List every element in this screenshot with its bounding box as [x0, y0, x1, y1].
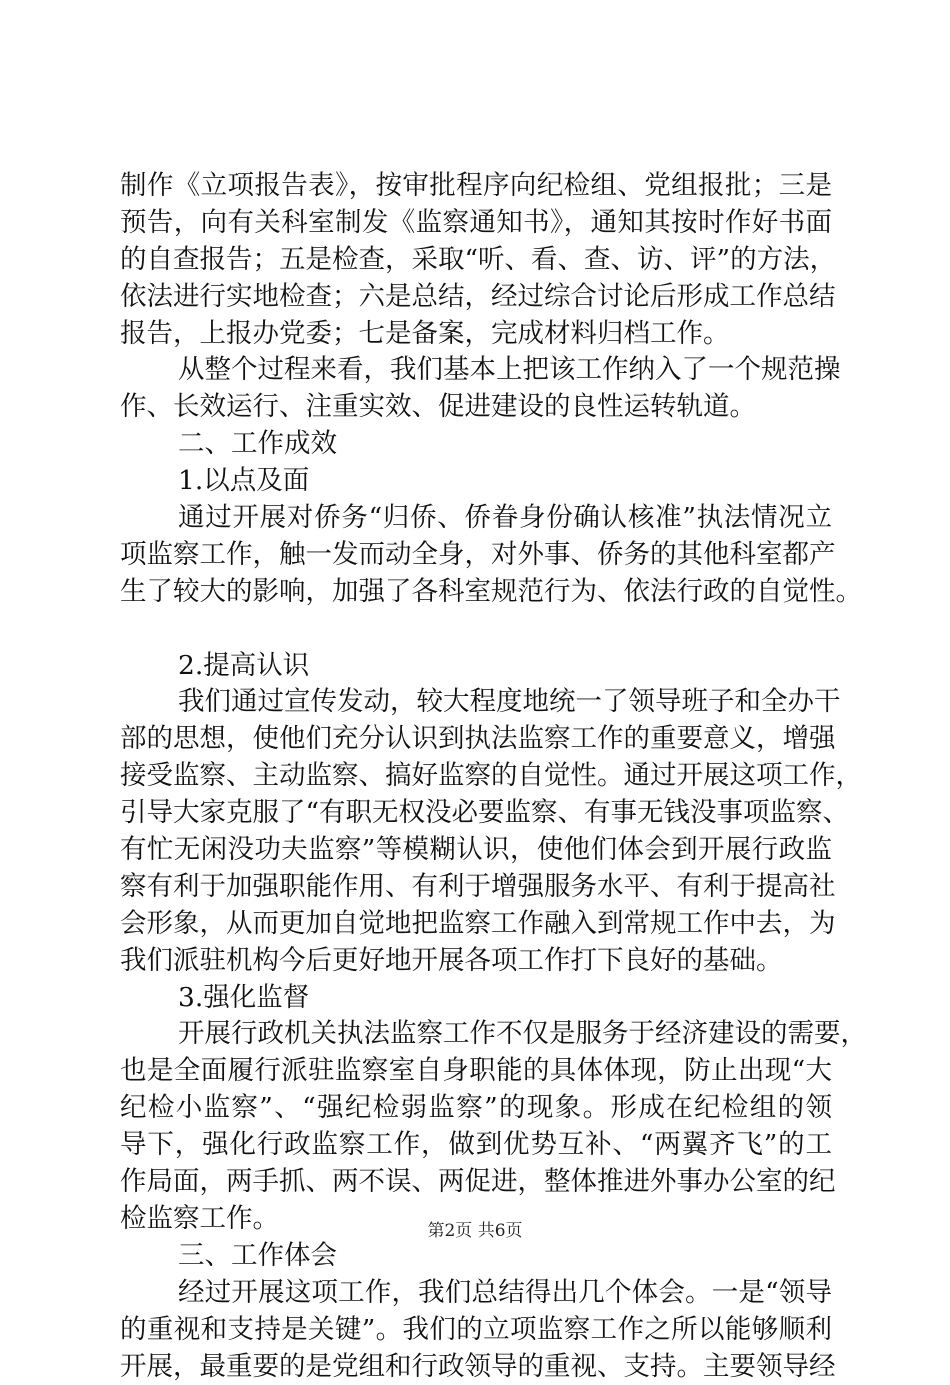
text-line: 2.提高认识: [120, 648, 832, 685]
text-line: 引导大家克服了“有职无权没必要监察、有事无钱没事项监察、: [120, 795, 832, 832]
blank-line: [120, 611, 832, 648]
text-line: 项监察工作，触一发而动全身，对外事、侨务的其他科室都产: [120, 537, 832, 574]
text-line: 制作《立项报告表》，按审批程序向纪检组、党组报批；三是: [120, 168, 832, 205]
text-line: 部的思想，使他们充分认识到执法监察工作的重要意义，增强: [120, 721, 832, 758]
text-line: 依法进行实地检查；六是总结，经过综合讨论后形成工作总结: [120, 279, 832, 316]
text-line: 的重视和支持是关键”。我们的立项监察工作之所以能够顺利: [120, 1312, 832, 1349]
page-footer: 第2页 共6页: [0, 1216, 950, 1241]
text-line: 我们派驻机构今后更好地开展各项工作打下良好的基础。: [120, 943, 832, 980]
text-line: 导下，强化行政监察工作，做到优势互补、“两翼齐飞”的工: [120, 1127, 832, 1164]
text-line: 开展行政机关执法监察工作不仅是服务于经济建设的需要，: [120, 1016, 832, 1053]
text-line: 生了较大的影响，加强了各科室规范行为、依法行政的自觉性。: [120, 574, 832, 611]
text-line: 经过开展这项工作，我们总结得出几个体会。一是“领导: [120, 1275, 832, 1312]
text-line: 作局面，两手抓、两不误、两促进，整体推进外事办公室的纪: [120, 1164, 832, 1201]
text-line: 我们通过宣传发动，较大程度地统一了领导班子和全办干: [120, 684, 832, 721]
text-line: 二、工作成效: [120, 426, 832, 463]
text-line: 开展，最重要的是党组和行政领导的重视、支持。主要领导经: [120, 1349, 832, 1385]
text-line: 会形象，从而更加自觉地把监察工作融入到常规工作中去，为: [120, 906, 832, 943]
text-line: 检监察工作。: [120, 1201, 832, 1238]
text-line: 作、长效运行、注重实效、促进建设的良性运转轨道。: [120, 389, 832, 426]
text-line: 察有利于加强职能作用、有利于增强服务水平、有利于提高社: [120, 869, 832, 906]
text-line: 三、工作体会: [120, 1238, 832, 1275]
text-line: 1.以点及面: [120, 463, 832, 500]
text-line: 接受监察、主动监察、搞好监察的自觉性。通过开展这项工作，: [120, 758, 832, 795]
text-line: 预告，向有关科室制发《监察通知书》，通知其按时作好书面: [120, 205, 832, 242]
text-line: 的自查报告；五是检查，采取“听、看、查、访、评”的方法，: [120, 242, 832, 279]
text-line: 也是全面履行派驻监察室自身职能的具体体现，防止出现“大: [120, 1053, 832, 1090]
text-line: 通过开展对侨务“归侨、侨眷身份确认核准”执法情况立: [120, 500, 832, 537]
text-line: 纪检小监察”、“强纪检弱监察”的现象。形成在纪检组的领: [120, 1090, 832, 1127]
text-line: 有忙无闲没功夫监察”等模糊认识，使他们体会到开展行政监: [120, 832, 832, 869]
text-line: 报告，上报办党委；七是备案，完成材料归档工作。: [120, 316, 832, 353]
text-line: 从整个过程来看，我们基本上把该工作纳入了一个规范操: [120, 352, 832, 389]
document-body: [120, 168, 832, 1385]
text-line: 3.强化监督: [120, 980, 832, 1017]
